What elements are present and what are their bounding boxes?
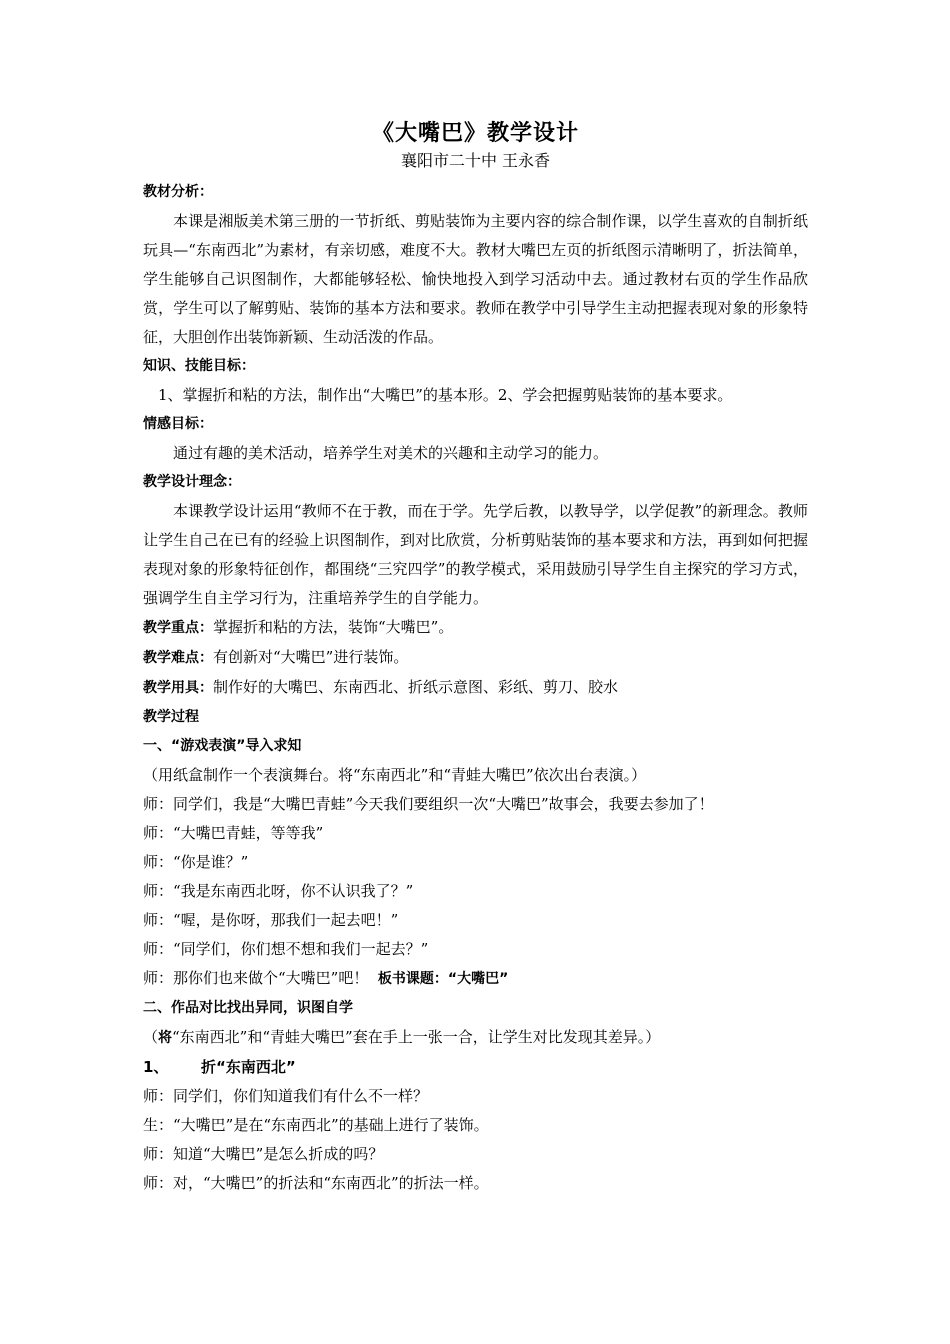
dialogue-line: 生：“大嘴巴”是在“东南西北”的基础上进行了装饰。: [143, 1116, 489, 1134]
heading-part1: 一、“游戏表演”导入求知: [143, 738, 302, 754]
board-title-label: 板书课题：“大嘴巴”: [377, 971, 509, 987]
step1-heading: [143, 1053, 808, 1082]
dialogue-line-board-title: [143, 964, 808, 994]
document-page: [143, 118, 808, 1198]
heading-concept: 教学设计理念：: [143, 474, 241, 490]
dialogue-line: 师：“喔，是你呀，那我们一起去吧！”: [143, 911, 399, 929]
difficulty-label: 教学难点：: [143, 650, 213, 666]
part2-intro-bold: 将: [158, 1030, 173, 1046]
paragraph-material: 本课是湘版美术第三册的一节折纸、剪贴装饰为主要内容的综合制作课，以学生喜欢的自制折纸玩具—“东南西北”为素材，有亲切感，难度不大。教材大嘴巴左页的折纸图示清晰明了，折法简单，学生能够自己识图制作，大都能够轻松、愉快地投入到学习活动中去。通过教材右页的学生作品欣赏，学生可以了解剪贴、装饰的基本方法和要求。教师在教学中引导学生主动把握表现对象的形象特征，大胆创作出装饰新颖、生动活泼的作品。: [143, 212, 808, 346]
dialogue-line: 师：知道“大嘴巴”是怎么折成的吗？: [143, 1145, 384, 1163]
dialogue-line: 师：“同学们，你们想不想和我们一起去？”: [143, 940, 429, 958]
paragraph-emotion: 通过有趣的美术活动，培养学生对美术的兴趣和主动学习的能力。: [173, 444, 609, 462]
heading-material: 教材分析：: [143, 184, 213, 200]
paragraph-skills: 1、掌握折和粘的方法，制作出“大嘴巴”的基本形。2、学会把握剪贴装饰的基本要求。: [158, 386, 733, 404]
tools-label: 教学用具：: [143, 680, 213, 696]
key-point-line: [143, 613, 808, 643]
heading-process: 教学过程: [143, 709, 199, 725]
tools-text: 制作好的大嘴巴、东南西北、折纸示意图、彩纸、剪刀、胶水: [213, 678, 619, 696]
difficulty-text: 有创新对“大嘴巴”进行装饰。: [213, 648, 409, 666]
step1-text: 折“东南西北”: [201, 1058, 296, 1076]
part2-intro-rest: “东南西北”和“青蛙大嘴巴”套在手上一张一合，让学生对比发现其差异。）: [172, 1028, 661, 1046]
heading-emotion: 情感目标：: [143, 416, 213, 432]
tools-line: [143, 673, 808, 703]
dialogue-line: （用纸盒制作一个表演舞台。将“东南西北”和“青蛙大嘴巴”依次出台表演。）: [143, 766, 647, 784]
dialogue-line: 师：“我是东南西北呀，你不认识我了？”: [143, 882, 414, 900]
heading-skills: 知识、技能目标：: [143, 358, 255, 374]
key-point-label: 教学重点：: [143, 620, 213, 636]
heading-part2: 二、作品对比找出异同，识图自学: [143, 1000, 353, 1016]
dialogue-text: 师：那你们也来做个“大嘴巴”吧！: [143, 969, 369, 987]
part2-intro-line: [143, 1023, 808, 1053]
key-point-text: 掌握折和粘的方法，装饰“大嘴巴”。: [213, 618, 454, 636]
dialogue-line: 师：同学们，我是“大嘴巴青蛙”今天我们要组织一次“大嘴巴”故事会，我要去参加了！: [143, 795, 714, 813]
difficulty-line: [143, 643, 808, 673]
paragraph-concept: 本课教学设计运用“教师不在于教，而在于学。先学后教，以教导学，以学促教”的新理念。教师让学生自己在已有的经验上识图制作，到对比欣赏，分析剪贴装饰的基本要求和方法，再到如何把握表现对象的形象特征创作，都围绕“三究四学”的教学模式，采用鼓励引导学生自主探究的学习方式，强调学生自主学习行为，注重培养学生的自学能力。: [143, 502, 808, 607]
dialogue-line: 师：对，“大嘴巴”的折法和“东南西北”的折法一样。: [143, 1174, 489, 1192]
step1-number: 1、: [143, 1058, 169, 1076]
part2-intro-open: （: [143, 1028, 159, 1046]
dialogue-line: 师：同学们，你们知道我们有什么不一样？: [143, 1087, 429, 1105]
document-title: 《大嘴巴》教学设计: [371, 121, 579, 146]
dialogue-line: 师：“大嘴巴青蛙，等等我”: [143, 824, 324, 842]
dialogue-line: 师：“你是谁？”: [143, 853, 249, 871]
author-line: 襄阳市二十中 王永香: [400, 151, 551, 170]
